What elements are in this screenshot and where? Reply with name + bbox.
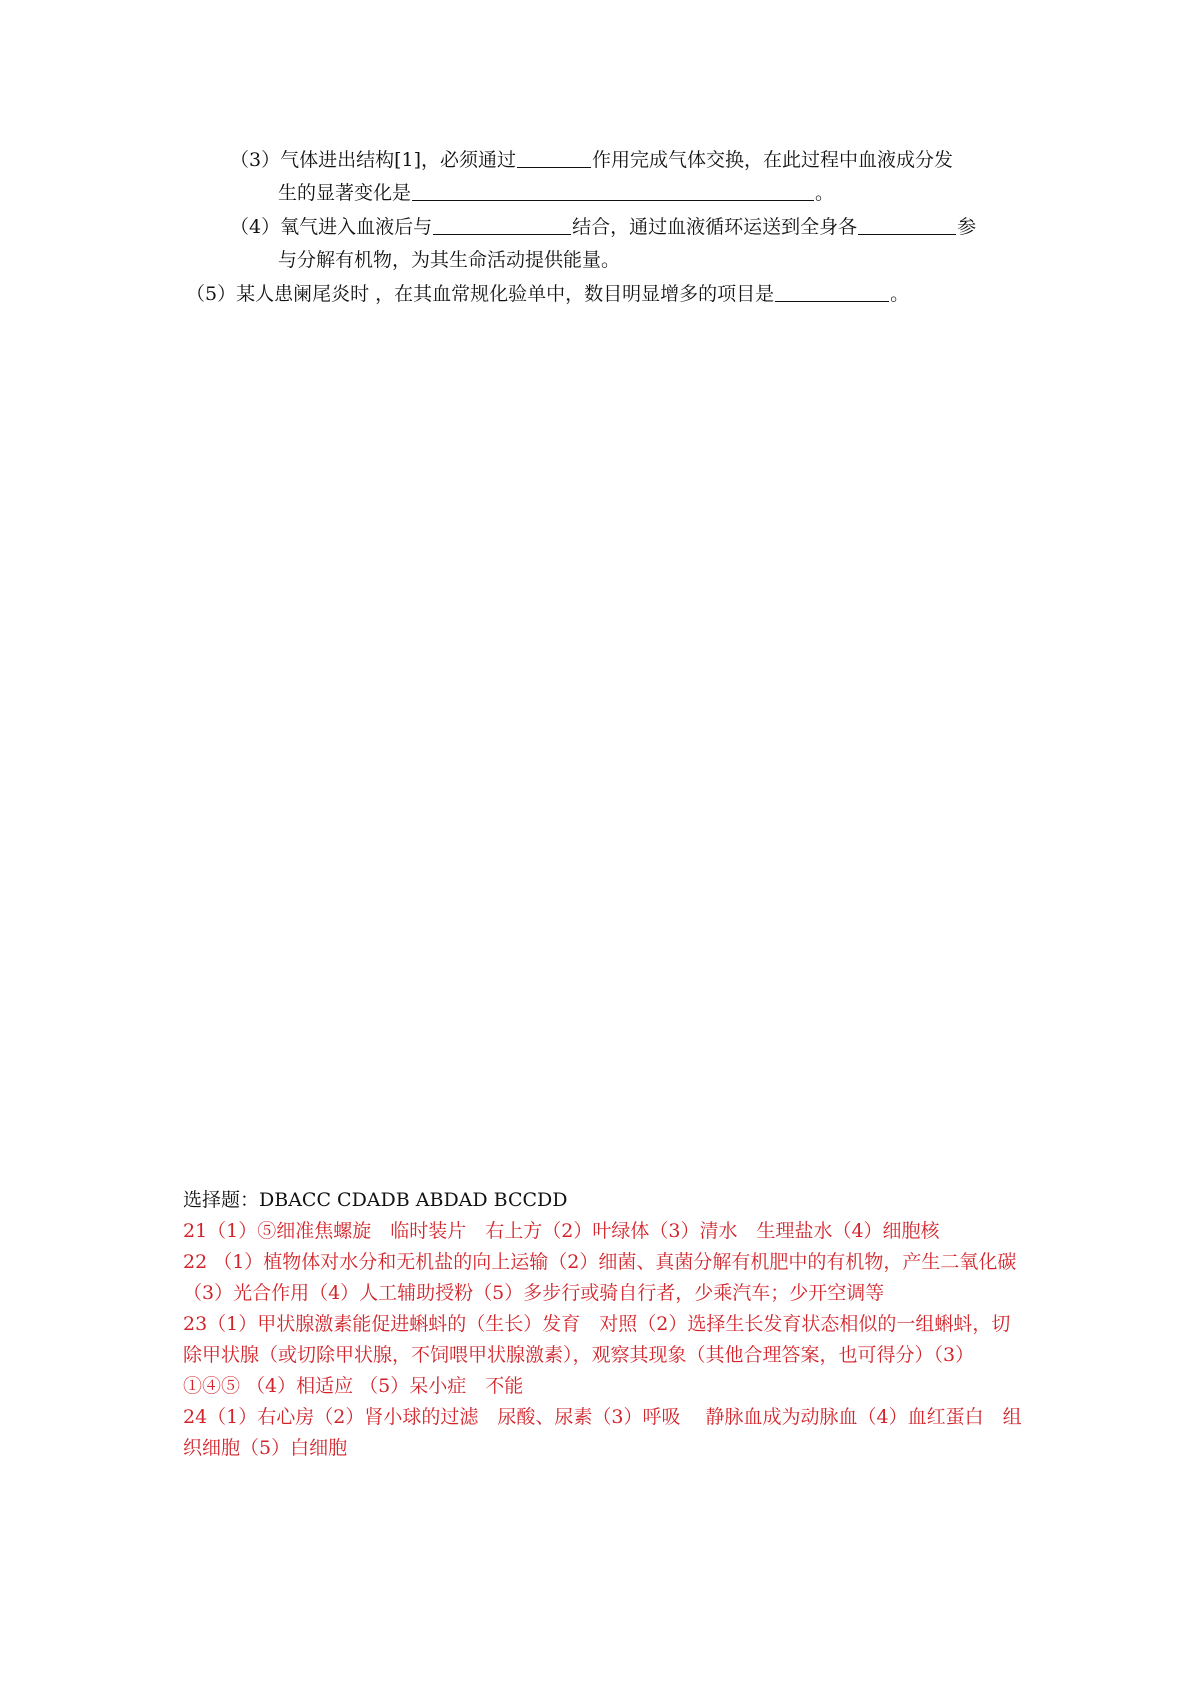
answer-choice: 选择题：DBACC CDADB ABDAD BCCDD bbox=[183, 1189, 568, 1211]
question-5-text-b: 。 bbox=[890, 283, 910, 305]
answer-23: 23（1）甲状腺激素能促进蝌蚪的（生长）发育 对照（2）选择生长发育状态相似的一组蝌蚪，切除甲状腺（或切除甲状腺，不饲喂甲状腺激素），观察其现象（其他合理答案，也可得分）（3）①④⑤ （4）相适应 （5）呆小症 不能 bbox=[183, 1313, 1011, 1397]
question-4-line-2 bbox=[278, 245, 620, 276]
question-3-blank-1[interactable] bbox=[517, 147, 591, 168]
answer-key bbox=[183, 1185, 1028, 1464]
question-4-text-b: 结合，通过血液循环运送到全身各 bbox=[572, 216, 858, 238]
answer-24: 24（1）右心房（2）肾小球的过滤 尿酸、尿素（3）呼吸 静脉血成为动脉血（4）血红蛋白 组织细胞（5）白细胞 bbox=[183, 1406, 1022, 1459]
answer-21: 21（1）⑤细准焦螺旋 临时装片 右上方（2）叶绿体（3）清水 生理盐水（4）细胞核 bbox=[183, 1220, 940, 1242]
question-3-blank-2[interactable] bbox=[412, 180, 814, 201]
question-5-blank[interactable] bbox=[775, 281, 889, 302]
question-3-text-b: 作用完成气体交换，在此过程中血液成分发 bbox=[592, 149, 954, 171]
question-4-text-d: 与分解有机物，为其生命活动提供能量。 bbox=[278, 249, 621, 271]
question-4-text-c: 参 bbox=[957, 216, 977, 238]
question-3-text-c: 生的显著变化是 bbox=[278, 182, 412, 204]
answer-22: 22 （1）植物体对水分和无机盐的向上运输（2）细菌、真菌分解有机肥中的有机物，产生二氧化碳（3）光合作用（4）人工辅助授粉（5）多步行或骑自行者，少乘汽车；少开空调等 bbox=[183, 1251, 1017, 1304]
question-5-text-a: （5）某人患阑尾炎时 ，在其血常规化验单中，数目明显增多的项目是 bbox=[186, 283, 775, 305]
question-3-text-a: （3）气体进出结构[1]，必须通过 bbox=[230, 149, 517, 171]
question-5-line bbox=[186, 279, 909, 310]
question-3-line-2 bbox=[278, 178, 834, 209]
question-4-line-1 bbox=[230, 212, 976, 243]
question-4-text-a: （4）氧气进入血液后与 bbox=[230, 216, 433, 238]
question-4-blank-2[interactable] bbox=[858, 214, 956, 235]
question-4-blank-1[interactable] bbox=[433, 214, 571, 235]
question-3-line-1 bbox=[230, 145, 953, 176]
question-3-text-d: 。 bbox=[815, 182, 835, 204]
